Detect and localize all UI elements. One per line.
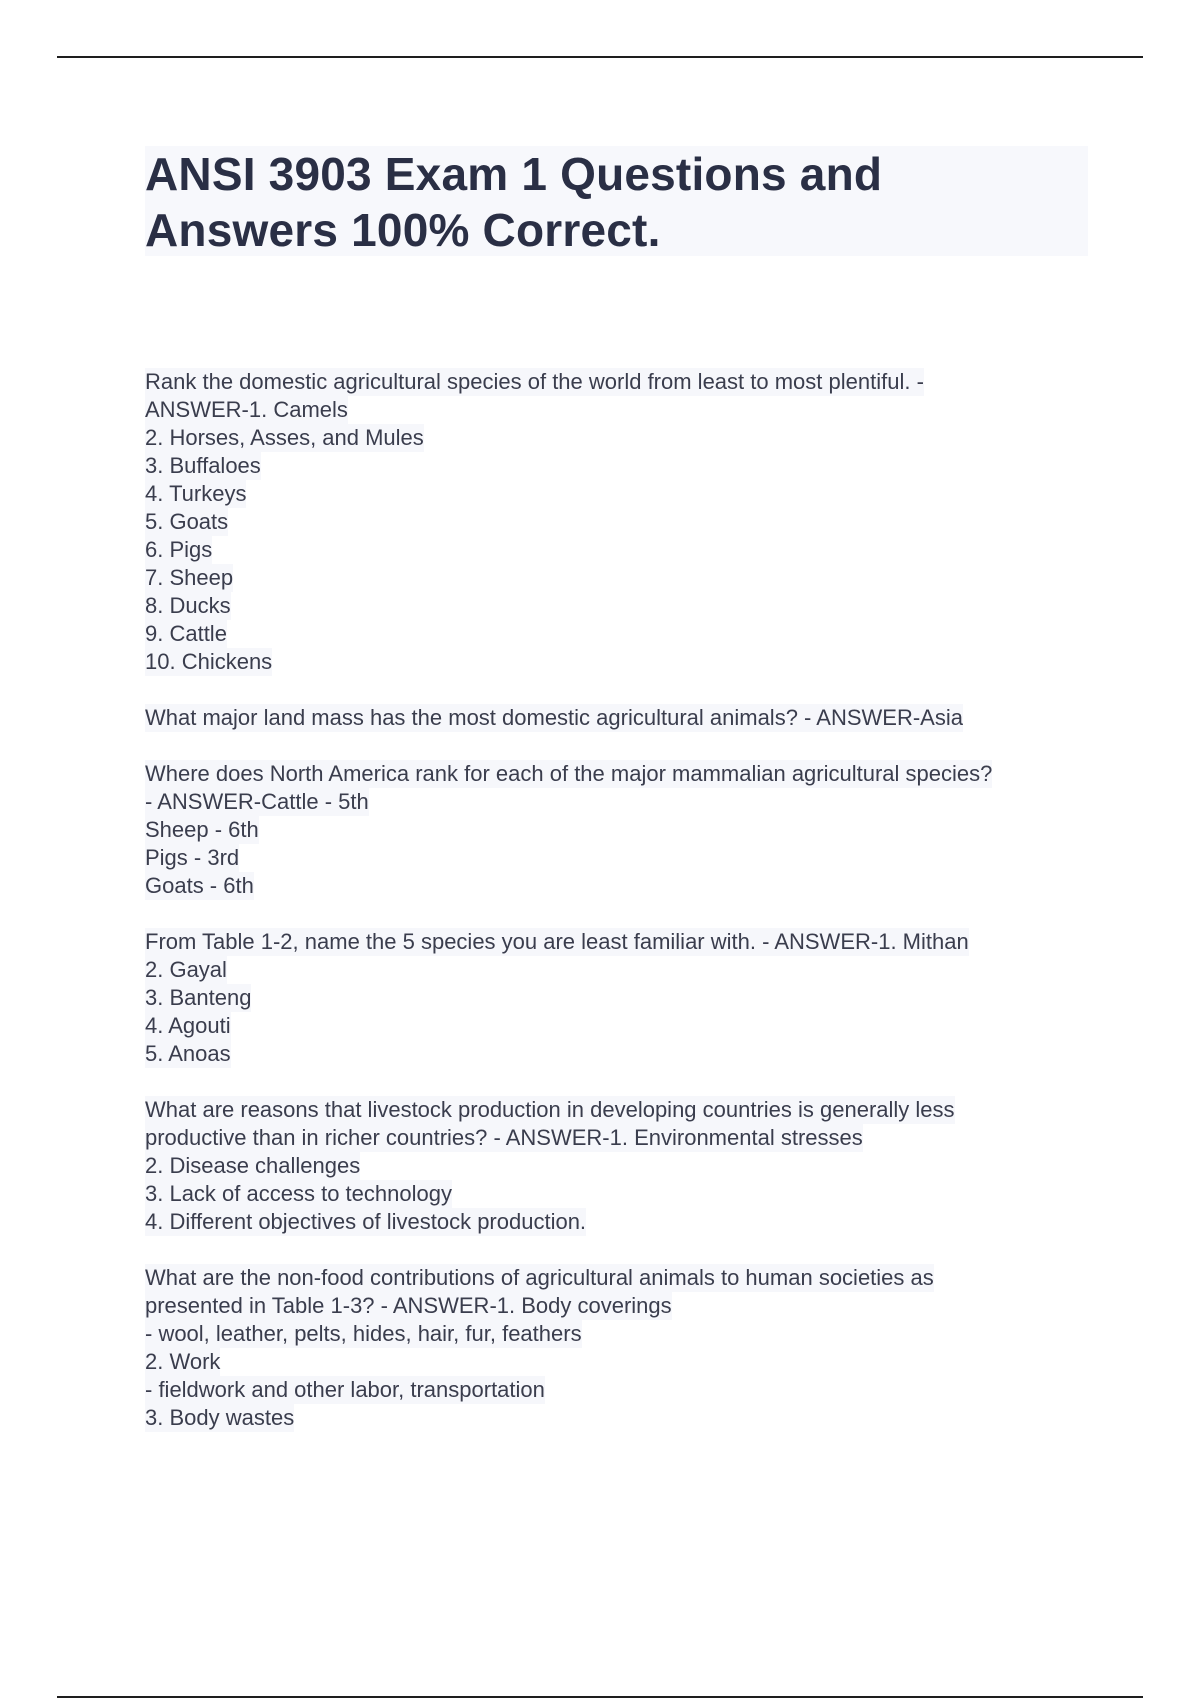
bottom-rule: [57, 1696, 1143, 1698]
qa-answer-line: presented in Table 1-3? - ANSWER-1. Body coverings: [145, 1293, 672, 1318]
qa-answer-line: 7. Sheep: [145, 565, 234, 590]
qa-answer-line: ANSWER-1. Camels: [145, 397, 348, 422]
qa-item: [145, 1096, 1105, 1236]
title-line-1: ANSI 3903 Exam 1 Questions and: [145, 148, 883, 200]
qa-answer-line: 5. Goats: [145, 509, 229, 534]
qa-answer-line: 3. Lack of access to technology: [145, 1181, 452, 1206]
qa-item: [145, 368, 1105, 676]
document-title: [145, 146, 1088, 258]
qa-answer-line: - ANSWER-Cattle - 5th: [145, 789, 369, 814]
qa-answer-line: 5. Anoas: [145, 1041, 231, 1066]
qa-answer-line: Sheep - 6th: [145, 817, 259, 842]
top-rule: [57, 56, 1143, 58]
qa-item: [145, 1264, 1105, 1432]
qa-answer-line: 3. Body wastes: [145, 1405, 295, 1430]
qa-question-line: Where does North America rank for each of the major mammalian agricultural species?: [145, 761, 993, 786]
qa-answer-line: 6. Pigs: [145, 537, 213, 562]
qa-item: [145, 760, 1105, 900]
qa-answer-line: 10. Chickens: [145, 649, 273, 674]
qa-answer-line: Pigs - 3rd: [145, 845, 240, 870]
qa-answer-line: - wool, leather, pelts, hides, hair, fur, feathers: [145, 1321, 582, 1346]
qa-list: [145, 368, 1105, 1460]
qa-answer-line: 4. Different objectives of livestock production.: [145, 1209, 587, 1234]
qa-answer-line: 2. Horses, Asses, and Mules: [145, 425, 424, 450]
qa-answer-line: 2. Work: [145, 1349, 221, 1374]
qa-answer-line: 4. Agouti: [145, 1013, 231, 1038]
qa-item: [145, 928, 1105, 1068]
qa-answer-line: 2. Disease challenges: [145, 1153, 361, 1178]
qa-question-line: From Table 1-2, name the 5 species you are least familiar with. - ANSWER-1. Mithan: [145, 929, 969, 954]
qa-question-line: Rank the domestic agricultural species of the world from least to most plentiful. -: [145, 369, 924, 394]
title-block: [145, 146, 1088, 256]
qa-question-line: What are the non-food contributions of agricultural animals to human societies as: [145, 1265, 934, 1290]
qa-question-line: What are reasons that livestock production in developing countries is generally less: [145, 1097, 955, 1122]
qa-answer-line: productive than in richer countries? - ANSWER-1. Environmental stresses: [145, 1125, 863, 1150]
qa-answer-line: 8. Ducks: [145, 593, 231, 618]
qa-answer-line: 9. Cattle: [145, 621, 227, 646]
qa-answer-line: 4. Turkeys: [145, 481, 247, 506]
qa-answer-line: 2. Gayal: [145, 957, 227, 982]
title-line-2: Answers 100% Correct.: [145, 204, 661, 256]
qa-item: [145, 704, 1105, 732]
qa-answer-line: - fieldwork and other labor, transportation: [145, 1377, 545, 1402]
qa-answer-line: 3. Banteng: [145, 985, 252, 1010]
qa-question-line: What major land mass has the most domestic agricultural animals? - ANSWER-Asia: [145, 705, 963, 730]
qa-answer-line: 3. Buffaloes: [145, 453, 261, 478]
qa-answer-line: Goats - 6th: [145, 873, 254, 898]
